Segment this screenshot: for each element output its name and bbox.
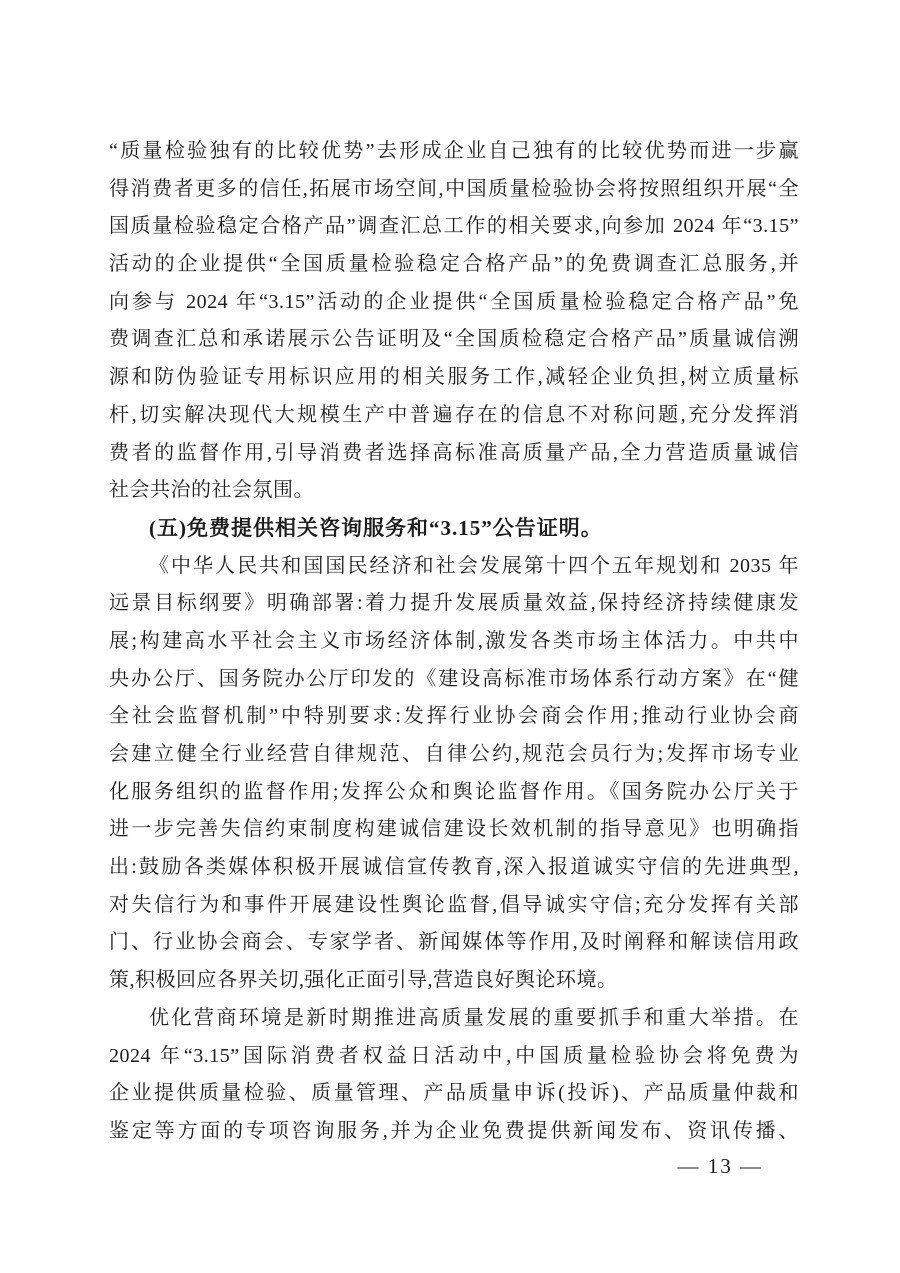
- text-line: 远景目标纲要》明确部署:着力提升发展质量效益,保持经济持续健康发: [109, 592, 799, 615]
- text-line: “质量检验独有的比较优势”去形成企业自己独有的比较优势而进一步赢: [109, 140, 799, 162]
- text-line: 社会共治的社会氛围。: [109, 479, 314, 502]
- text-line: 活动的企业提供“全国质量检验稳定合格产品”的免费调查汇总服务,并: [109, 253, 799, 276]
- page-footer: [678, 1148, 764, 1185]
- text-line: 向参与 2024 年“3.15”活动的企业提供“全国质量检验稳定合格产品”免: [109, 290, 799, 313]
- text-line: 展;构建高水平社会主义市场经济体制,激发各类市场主体活力。中共中: [109, 629, 799, 652]
- text-line: 费调查汇总和承诺展示公告证明及“全国质检稳定合格产品”质量诚信溯: [109, 328, 799, 351]
- text-line: 策,积极回应各界关切,强化正面引导,营造良好舆论环境。: [109, 969, 618, 992]
- text-line: 国质量检验稳定合格产品”调查汇总工作的相关要求,向参加 2024 年“3.15”: [109, 215, 799, 238]
- paragraph-p1-continued: [109, 133, 799, 510]
- text-line: 鉴定等方面的专项咨询服务,并为企业免费提供新闻发布、资讯传播、: [109, 1119, 799, 1142]
- text-line: 2024 年“3.15”国际消费者权益日活动中,中国质量检验协会将免费为: [109, 1044, 799, 1067]
- text-line: 门、行业协会商会、专家学者、新闻媒体等作用,及时阐释和解读信用政: [109, 931, 799, 954]
- paragraph-p2: [109, 548, 799, 1000]
- document-body: [109, 133, 799, 1151]
- text-line: 进一步完善失信约束制度构建诚信建设长效机制的指导意见》也明确指: [109, 818, 799, 841]
- text-line: 央办公厅、国务院办公厅印发的《建设高标准市场体系行动方案》在“健: [109, 667, 799, 690]
- paragraph-heading-5: [109, 510, 799, 548]
- text-line: (五)免费提供相关咨询服务和“3.15”公告证明。: [149, 515, 603, 540]
- paragraph-p3: [109, 1000, 799, 1151]
- text-line: 源和防伪验证专用标识应用的相关服务工作,减轻企业负担,树立质量标: [109, 366, 799, 389]
- text-line: 杆,切实解决现代大规模生产中普遍存在的信息不对称问题,充分发挥消: [109, 403, 799, 426]
- text-line: 出:鼓励各类媒体积极开展诚信宣传教育,深入报道诚实守信的先进典型,: [109, 856, 799, 879]
- text-line: 《中华人民共和国国民经济和社会发展第十四个五年规划和 2035 年: [149, 554, 799, 577]
- text-line: 得消费者更多的信任,拓展市场空间,中国质量检验协会将按照组织开展“全: [109, 177, 799, 200]
- text-line: 全社会监督机制”中特别要求:发挥行业协会商会作用;推动行业协会商: [109, 705, 799, 728]
- text-line: 费者的监督作用,引导消费者选择高标准高质量产品,全力营造质量诚信: [109, 441, 799, 464]
- page-number: — 13 —: [677, 1154, 763, 1178]
- text-line: 企业提供质量检验、质量管理、产品质量申诉(投诉)、产品质量仲裁和: [109, 1082, 799, 1105]
- text-line: 优化营商环境是新时期推进高质量发展的重要抓手和重大举措。在: [149, 1006, 799, 1029]
- text-line: 化服务组织的监督作用;发挥公众和舆论监督作用。《国务院办公厅关于: [109, 780, 799, 803]
- text-line: 对失信行为和事件开展建设性舆论监督,倡导诚实守信;充分发挥有关部: [109, 893, 799, 916]
- text-line: 会建立健全行业经营自律规范、自律公约,规范会员行为;发挥市场专业: [109, 743, 799, 765]
